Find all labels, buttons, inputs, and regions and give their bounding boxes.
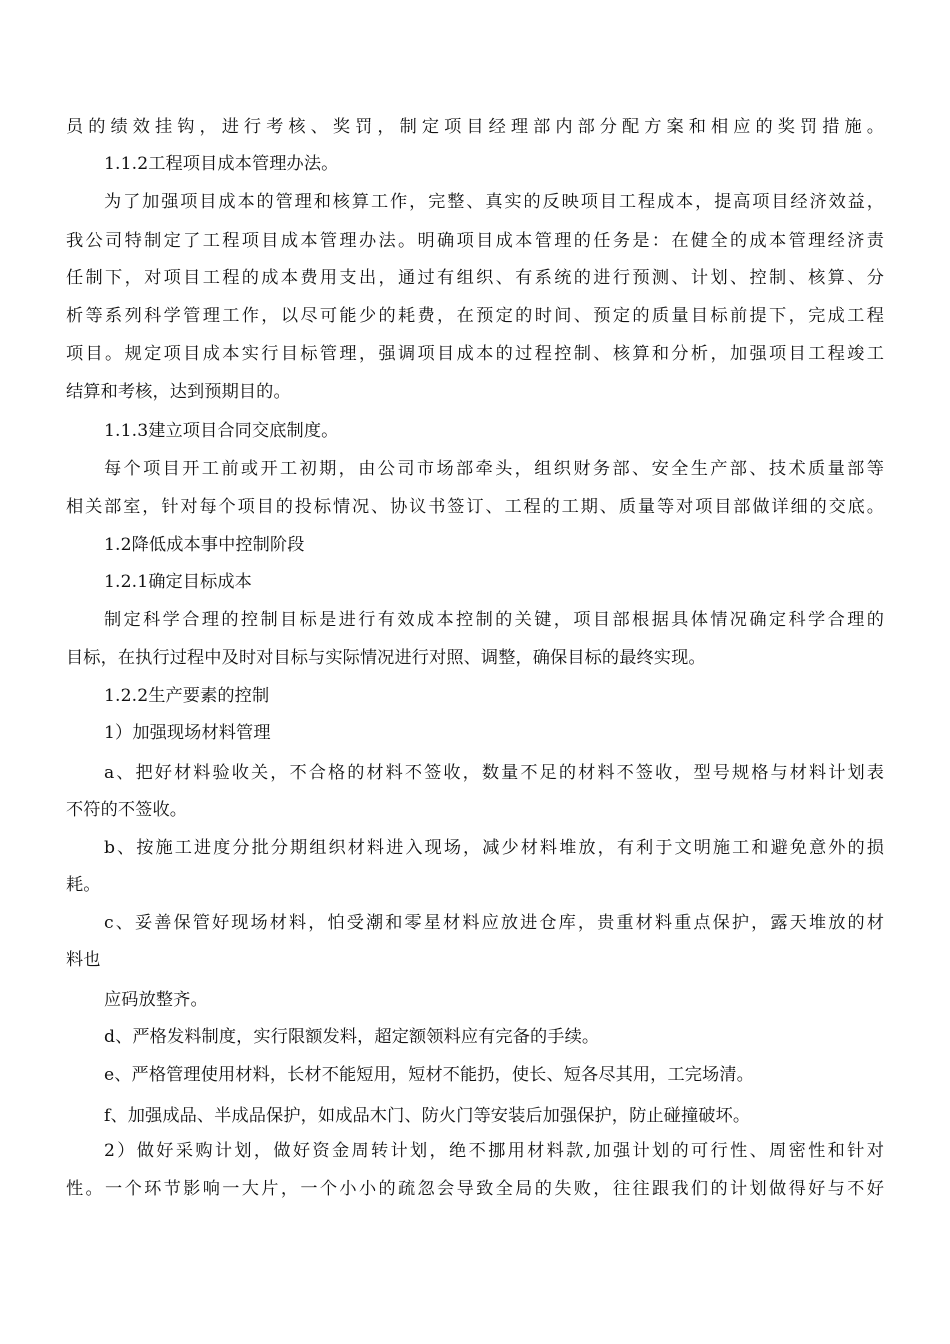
list-heading: 1）加强现场材料管理 [104,723,271,743]
list-item-line: a、把好材料验收关，不合格的材料不签收，数量不足的材料不签收，型号规格与材料计划表 [104,763,884,783]
list-item-line: b、按施工进度分批分期组织材料进入现场，减少材料堆放，有利于文明施工和避免意外的损 [104,838,884,858]
list-item-line: 料也 [66,950,101,970]
list-item-line: 应码放整齐。 [104,990,208,1010]
paragraph-line: 我公司特制定了工程项目成本管理办法。明确项目成本管理的任务是：在健全的成本管理经济责 [66,231,884,251]
section-heading: 1.1.3建立项目合同交底制度。 [104,421,339,441]
paragraph-line: 为了加强项目成本的管理和核算工作，完整、真实的反映项目工程成本，提高项目经济效益， [104,192,884,212]
section-heading: 1.2.1确定目标成本 [104,572,252,592]
paragraph-line: 析等系列科学管理工作，以尽可能少的耗费，在预定的时间、预定的质量目标前提下，完成工程 [66,306,884,326]
list-item-line: d、严格发料制度，实行限额发料，超定额领料应有完备的手续。 [104,1027,600,1047]
section-heading: 1.2降低成本事中控制阶段 [104,535,305,555]
paragraph-line: 相关部室，针对每个项目的投标情况、协议书签订、工程的工期、质量等对项目部做详细的交底。 [66,497,884,517]
section-heading: 1.1.2工程项目成本管理办法。 [104,154,339,174]
paragraph-line: 制定科学合理的控制目标是进行有效成本控制的关键，项目部根据具体情况确定科学合理的 [104,610,884,630]
section-heading: 1.2.2生产要素的控制 [104,686,270,706]
list-item-line: f、加强成品、半成品保护，如成品木门、防火门等安装后加强保护，防止碰撞破坏。 [104,1106,751,1126]
paragraph-line: 项目。规定项目成本实行目标管理，强调项目成本的过程控制、核算和分析，加强项目工程竣工 [66,344,884,364]
list-item-line: 耗。 [66,875,101,895]
list-item-line: 不符的不签收。 [66,800,188,820]
paragraph-line: 目标，在执行过程中及时对目标与实际情况进行对照、调整，确保目标的最终实现。 [66,648,706,668]
list-item-line: c、妥善保管好现场材料，怕受潮和零星材料应放进仓库，贵重材料重点保护，露天堆放的材 [104,913,884,933]
list-item-line: 2）做好采购计划，做好资金周转计划，绝不挪用材料款,加强计划的可行性、周密性和针对 [104,1141,884,1161]
list-item-line: 性。一个环节影响一大片，一个小小的疏忽会导致全局的失败，往往跟我们的计划做得好与不好 [66,1179,884,1199]
paragraph-line: 结算和考核，达到预期目的。 [66,382,291,402]
list-item-line: e、严格管理使用材料，长材不能短用，短材不能扔，使长、短各尽其用，工完场清。 [104,1065,754,1085]
paragraph-line: 员的绩效挂钩，进行考核、奖罚，制定项目经理部内部分配方案和相应的奖罚措施。 [66,117,884,137]
paragraph-line: 每个项目开工前或开工初期，由公司市场部牵头，组织财务部、安全生产部、技术质量部等 [104,459,884,479]
paragraph-line: 任制下，对项目工程的成本费用支出，通过有组织、有系统的进行预测、计划、控制、核算、分 [66,268,884,288]
